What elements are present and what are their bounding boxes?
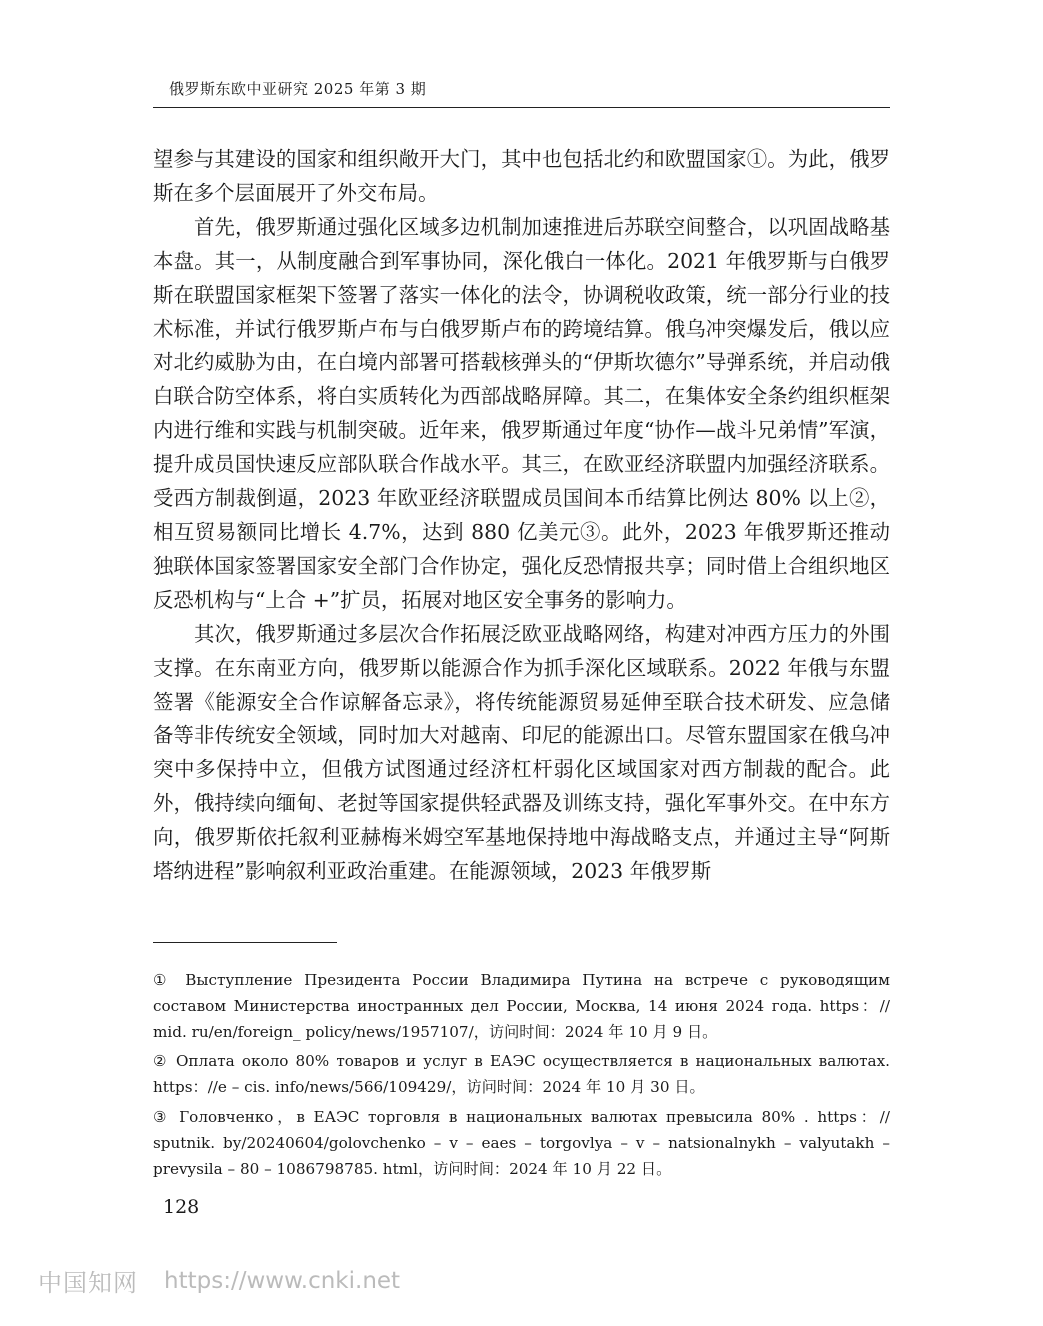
watermark xyxy=(38,1263,400,1298)
footnote: ② Оплата около 80% товаров и услуг в ЕАЭС осуществляется в национальных валютах. https：//e – cis. info/news/566/109429/，访问时间：2024 年 10 月 30 日。 xyxy=(153,1052,890,1097)
journal-title: 俄罗斯东欧中亚研究 2025 年第 3 期 xyxy=(169,80,427,98)
paragraph: 首先，俄罗斯通过强化区域多边机制加速推进后苏联空间整合，以巩固战略基本盘。其一，从制度融合到军事协同，深化俄白一体化。2021 年俄罗斯与白俄罗斯在联盟国家框架下签署了落实一体化的法令，协调税收政策，统一部分行业的技术标准，并试行俄罗斯卢布与白俄罗斯卢布的跨境结算。俄乌冲突爆发后，俄以应对北约威胁为由，在白境内部署可搭载核弹头的“伊斯坎德尔”导弹系统，并启动俄白联合防空体系，将白实质转化为西部战略屏障。其二，在集体安全条约组织框架内进行维和实践与机制突破。近年来，俄罗斯通过年度“协作—战斗兄弟情”军演，提升成员国快速反应部队联合作战水平。其三，在欧亚经济联盟内加强经济联系。受西方制裁倒逼，2023 年欧亚经济联盟成员国间本币结算比例达 80% 以上②，相互贸易额同比增长 4.7%，达到 880 亿美元③。此外，2023 年俄罗斯还推动独联体国家签署国家安全部门合作协定，强化反恐情报共享；同时借上合组织地区反恐机构与“上合 +”扩员，拓展对地区安全事务的影响力。 xyxy=(153,214,890,612)
footnote: ③ Головченко，в ЕАЭС торговля в национальных валютах превысила 80% . https：// sputnik. by/20240604/golovchenko – v – eaes – torgovlya – v – natsionalnykh – valyutakh – prevysila – 80 – 1086798785. html，访问时间：2024 年 10 月 22 日。 xyxy=(153,1107,890,1178)
paragraph-continued: 望参与其建设的国家和组织敞开大门，其中也包括北约和欧盟国家①。为此，俄罗斯在多个层面展开了外交布局。 xyxy=(153,147,890,205)
running-header xyxy=(153,78,890,108)
footnote-separator xyxy=(153,942,337,943)
footnotes xyxy=(153,968,890,1186)
paragraph: 其次，俄罗斯通过多层次合作拓展泛欧亚战略网络，构建对冲西方压力的外围支撑。在东南亚方向，俄罗斯以能源合作为抓手深化区域联系。2022 年俄与东盟签署《能源安全合作谅解备忘录》，将传统能源贸易延伸至联合技术研发、应急储备等非传统安全领域，同时加大对越南、印尼的能源出口。尽管东盟国家在俄乌冲突中多保持中立，但俄方试图通过经济杠杆弱化区域国家对西方制裁的配合。此外，俄持续向缅甸、老挝等国家提供轻武器及训练支持，强化军事外交。在中东方向，俄罗斯依托叙利亚赫梅米姆空军基地保持地中海战略支点，并通过主导“阿斯塔纳进程”影响叙利亚政治重建。在能源领域，2023 年俄罗斯 xyxy=(153,621,890,884)
watermark-logo: 中国知网 xyxy=(38,1269,138,1297)
page-number: 128 xyxy=(163,1196,200,1218)
footnote: ① Выступление Президента России Владимира Путина на встрече с руководящим составом Министерства иностранных дел России, Москва, 14 июня 2024 года. https：// mid. ru/en/foreign_ policy/news/1957107/，访问时间：2024 年 10 月 9 日。 xyxy=(153,971,890,1041)
watermark-url: https://www.cnki.net xyxy=(164,1267,401,1294)
main-text xyxy=(153,143,890,889)
